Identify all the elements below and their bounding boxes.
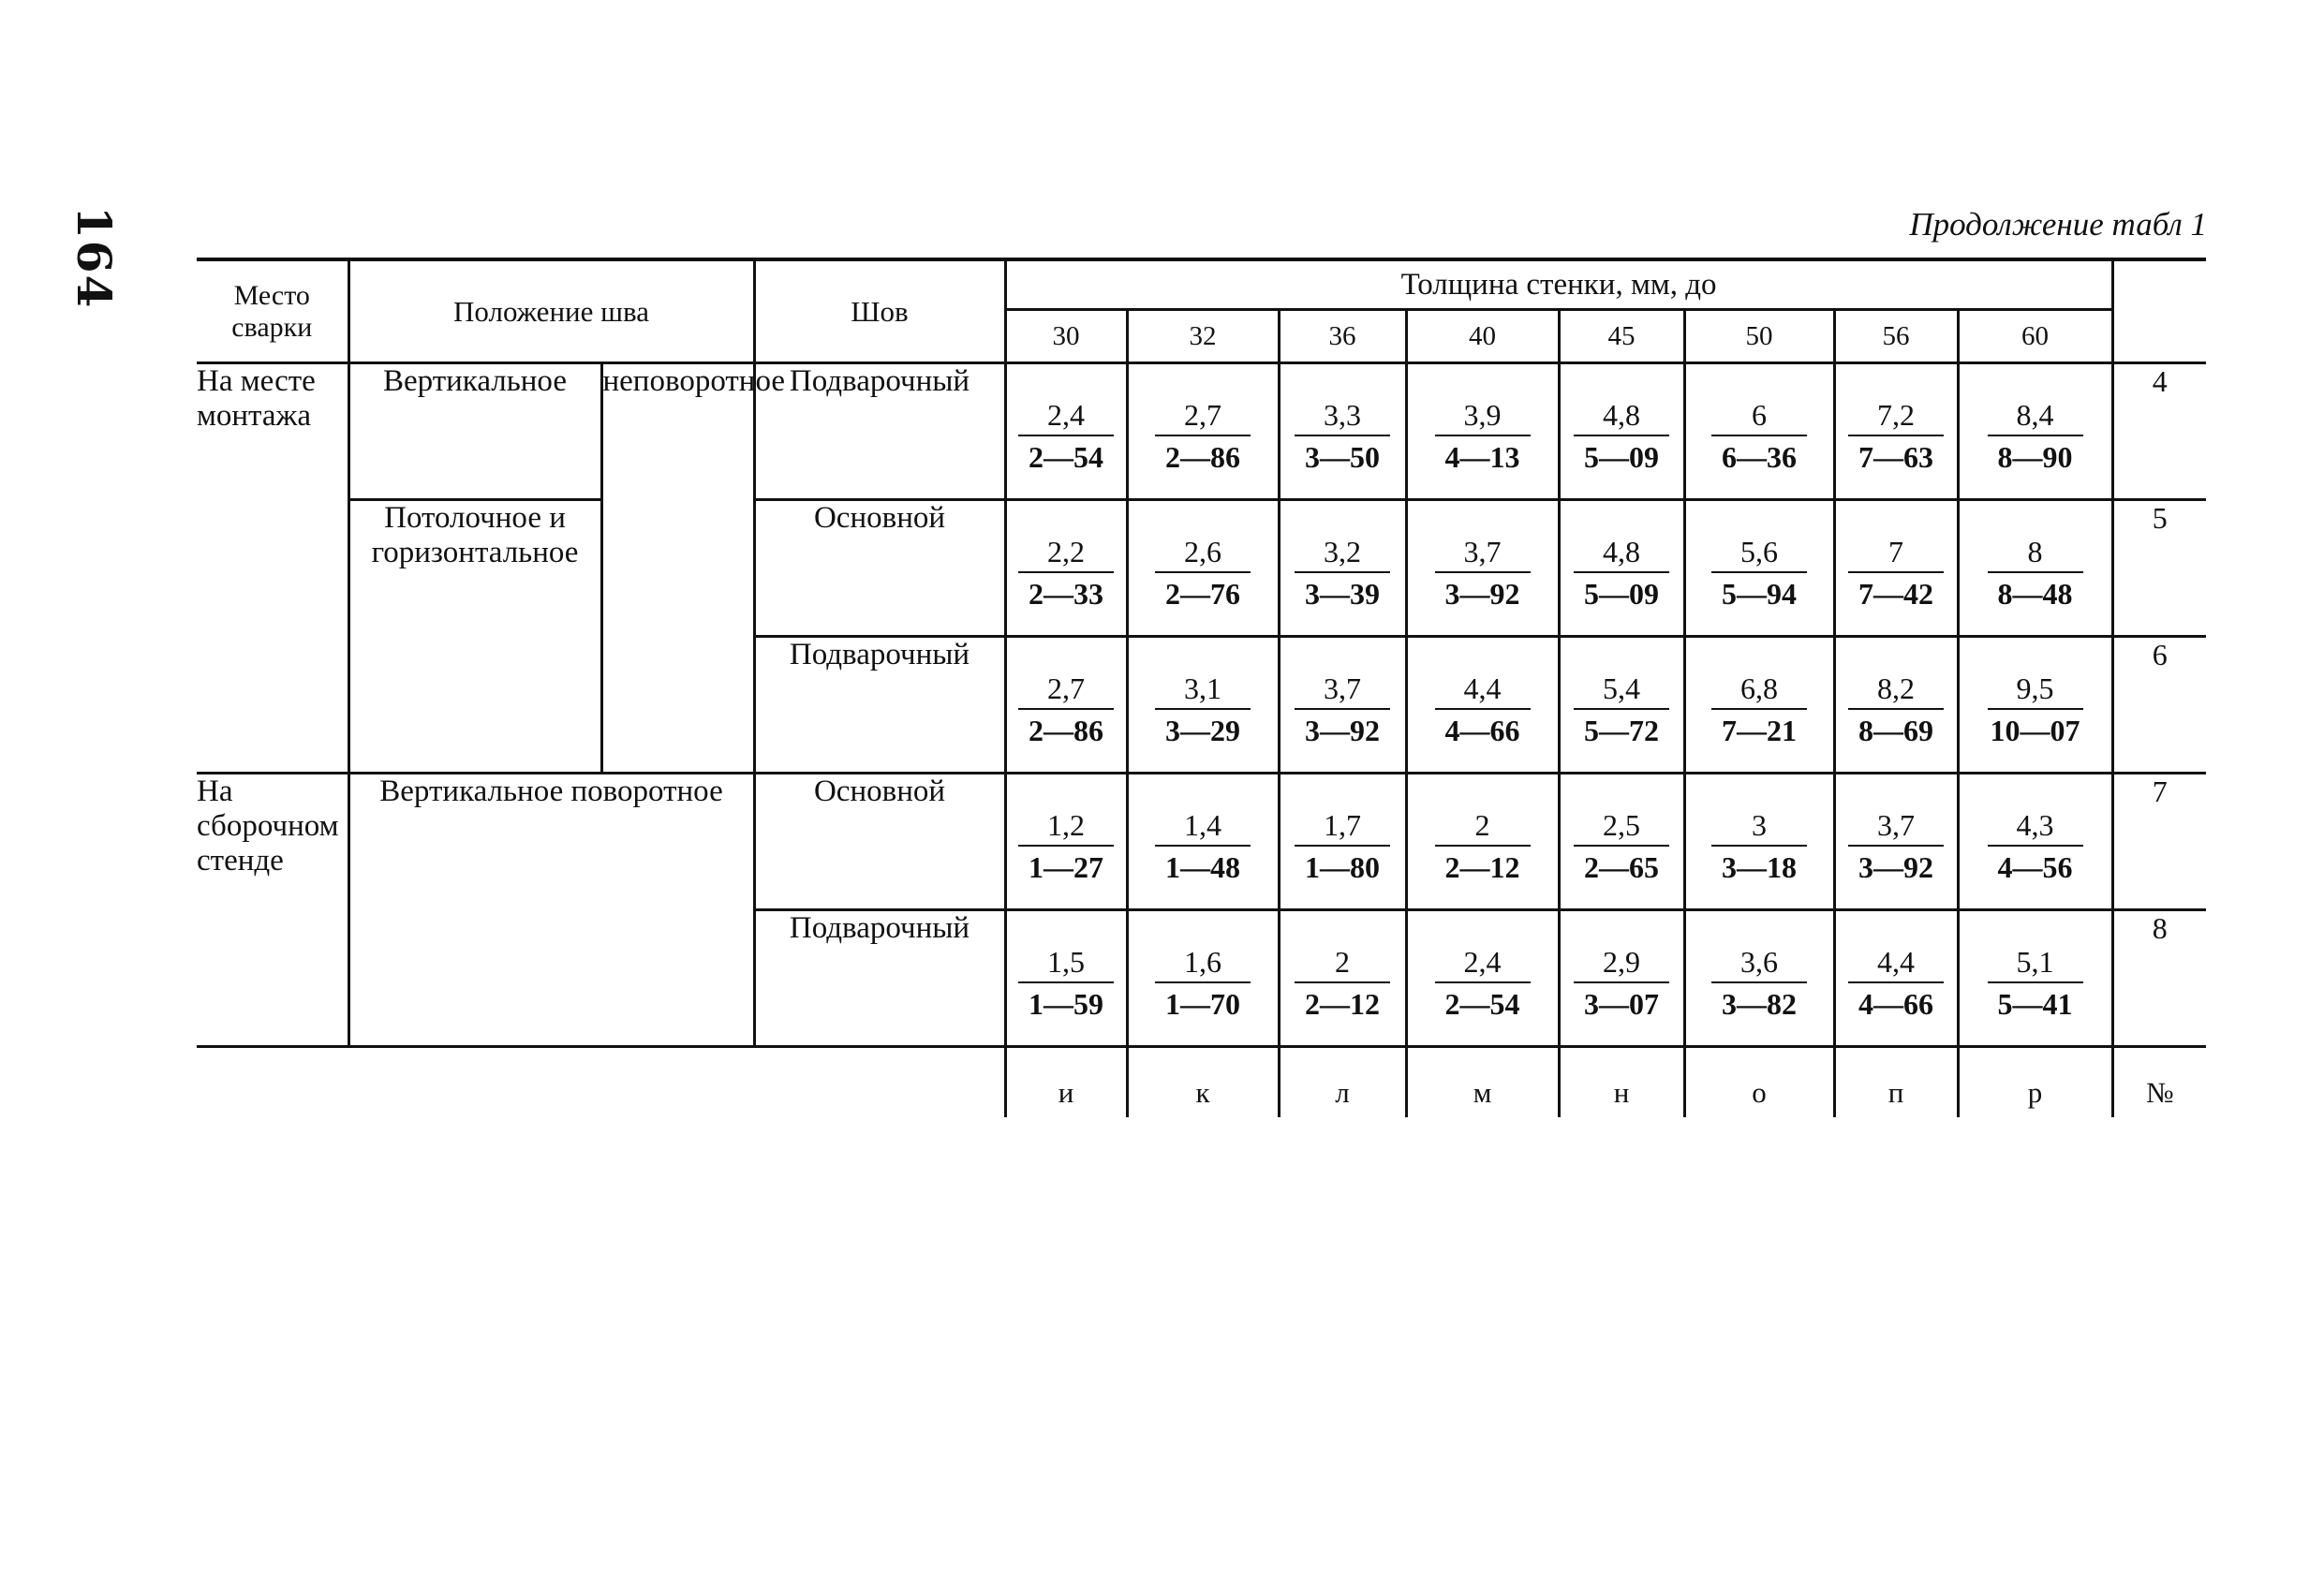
thickness-value: 30 [1005, 310, 1127, 363]
fraction-cell: $\frac{5,6}{5—94}$ [1684, 500, 1834, 637]
seam-label: Подварочный [754, 637, 1005, 774]
fraction-cell: $\frac{1,5}{1—59}$ [1005, 910, 1127, 1047]
column-letter: н [1559, 1047, 1684, 1118]
position-label-nonrotating: неповоротное [601, 363, 754, 774]
header-seam: Шов [754, 259, 1005, 363]
letters-blank [197, 1047, 1005, 1118]
fraction-cell: $\frac{8,2}{8—69}$ [1834, 637, 1958, 774]
fraction-cell: $\frac{5,4}{5—72}$ [1559, 637, 1684, 774]
thickness-value: 45 [1559, 310, 1684, 363]
fraction-cell: $\frac{3,7}{3—92}$ [1406, 500, 1559, 637]
fraction-cell: $\frac{2,9}{3—07}$ [1559, 910, 1684, 1047]
fraction-cell: $\frac{2,2}{2—33}$ [1005, 500, 1127, 637]
column-letter: м [1406, 1047, 1559, 1118]
seam-label: Подварочный [754, 910, 1005, 1047]
fraction-cell: $\frac{2,6}{2—76}$ [1127, 500, 1279, 637]
row-number: 8 [2112, 910, 2206, 1047]
thickness-value: 40 [1406, 310, 1559, 363]
fraction-cell: $\frac{2}{2—12}$ [1406, 774, 1559, 910]
thickness-value: 36 [1279, 310, 1406, 363]
fraction-cell: $\frac{3,1}{3—29}$ [1127, 637, 1279, 774]
row-number: 7 [2112, 774, 2206, 910]
fraction-cell: $\frac{3,7}{3—92}$ [1834, 774, 1958, 910]
thickness-value: 60 [1958, 310, 2112, 363]
fraction-cell: $\frac{3,7}{3—92}$ [1279, 637, 1406, 774]
fraction-cell: $\frac{2,4}{2—54}$ [1406, 910, 1559, 1047]
thickness-table [197, 258, 2206, 1117]
column-letter: о [1684, 1047, 1834, 1118]
thickness-value: 50 [1684, 310, 1834, 363]
fraction-cell: $\frac{6,8}{7—21}$ [1684, 637, 1834, 774]
num-symbol: № [2112, 1047, 2206, 1118]
fraction-cell: $\frac{4,4}{4—66}$ [1834, 910, 1958, 1047]
fraction-cell: $\frac{7}{7—42}$ [1834, 500, 1958, 637]
fraction-cell: $\frac{2,7}{2—86}$ [1005, 637, 1127, 774]
fraction-cell: $\frac{2,7}{2—86}$ [1127, 363, 1279, 500]
position-label-vertical-rotating: Вертикальное поворотное [348, 774, 754, 1047]
table-caption: Продолжение табл 1 [1909, 206, 2207, 243]
header-position: Положение шва [348, 259, 754, 363]
column-letter: и [1005, 1047, 1127, 1118]
fraction-cell: $\frac{8}{8—48}$ [1958, 500, 2112, 637]
fraction-cell: $\frac{3}{3—18}$ [1684, 774, 1834, 910]
fraction-cell: $\frac{1,2}{1—27}$ [1005, 774, 1127, 910]
table-row [197, 500, 2206, 637]
fraction-cell: $\frac{4,8}{5—09}$ [1559, 363, 1684, 500]
fraction-cell: $\frac{9,5}{10—07}$ [1958, 637, 2112, 774]
column-letter: р [1958, 1047, 2112, 1118]
thickness-value: 56 [1834, 310, 1958, 363]
table-row [197, 363, 2206, 500]
fraction-cell: $\frac{7,2}{7—63}$ [1834, 363, 1958, 500]
seam-label: Основной [754, 500, 1005, 637]
column-letter: л [1279, 1047, 1406, 1118]
column-letter: к [1127, 1047, 1279, 1118]
fraction-cell: $\frac{2,5}{2—65}$ [1559, 774, 1684, 910]
table-row [197, 774, 2206, 910]
fraction-cell: $\frac{2}{2—12}$ [1279, 910, 1406, 1047]
column-letter: п [1834, 1047, 1958, 1118]
column-letters-row [197, 1047, 2206, 1118]
fraction-cell: $\frac{3,6}{3—82}$ [1684, 910, 1834, 1047]
fraction-cell: $\frac{1,6}{1—70}$ [1127, 910, 1279, 1047]
header-place: Место сварки [197, 259, 348, 363]
row-number: 6 [2112, 637, 2206, 774]
place-label-1: На месте монтажа [197, 363, 348, 774]
fraction-cell: $\frac{8,4}{8—90}$ [1958, 363, 2112, 500]
fraction-cell: $\frac{4,3}{4—56}$ [1958, 774, 2112, 910]
fraction-cell: $\frac{4,4}{4—66}$ [1406, 637, 1559, 774]
header-row-1 [197, 259, 2206, 310]
fraction-cell: $\frac{1,7}{1—80}$ [1279, 774, 1406, 910]
header-num-blank [2112, 259, 2206, 363]
place-label-2: На сборочном стенде [197, 774, 348, 1047]
fraction-cell: $\frac{1,4}{1—48}$ [1127, 774, 1279, 910]
fraction-cell: $\frac{3,2}{3—39}$ [1279, 500, 1406, 637]
position-label-ceiling: Потолочное и горизонтальное [348, 500, 601, 774]
row-number: 4 [2112, 363, 2206, 500]
fraction-cell: $\frac{2,4}{2—54}$ [1005, 363, 1127, 500]
fraction-cell: $\frac{3,9}{4—13}$ [1406, 363, 1559, 500]
position-label-vertical: Вертикальное [348, 363, 601, 500]
fraction-cell: $\frac{4,8}{5—09}$ [1559, 500, 1684, 637]
fraction-cell: $\frac{5,1}{5—41}$ [1958, 910, 2112, 1047]
fraction-cell: $\frac{3,3}{3—50}$ [1279, 363, 1406, 500]
row-number: 5 [2112, 500, 2206, 637]
seam-label: Подварочный [754, 363, 1005, 500]
header-thickness: Толщина стенки, мм, до [1005, 259, 2112, 310]
fraction-cell: $\frac{6}{6—36}$ [1684, 363, 1834, 500]
thickness-value: 32 [1127, 310, 1279, 363]
page-number: 164 [67, 206, 122, 310]
seam-label: Основной [754, 774, 1005, 910]
